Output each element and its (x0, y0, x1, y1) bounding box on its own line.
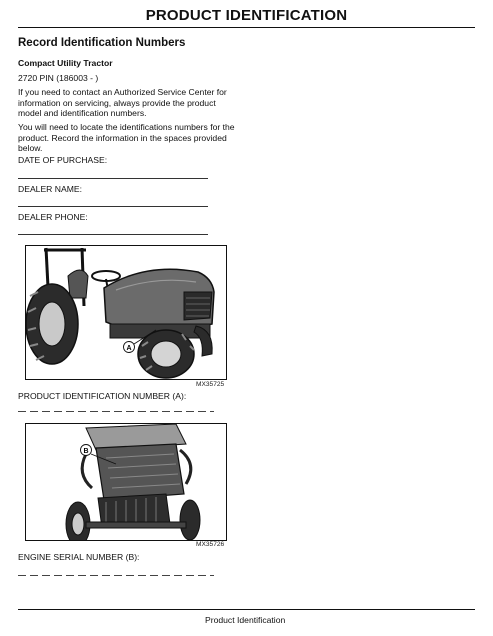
locate-paragraph: You will need to locate the identifications numbers for the product. Record the information in the spaces provided below. (18, 122, 235, 153)
dealer-name-label: DEALER NAME: (18, 184, 82, 194)
callout-b: B (83, 448, 89, 455)
page-title: PRODUCT IDENTIFICATION (145, 7, 348, 24)
engine-illustration-icon (26, 424, 227, 541)
engine-serial-label: ENGINE SERIAL NUMBER (B): (18, 552, 140, 562)
engine-image-id: MX35726 (196, 541, 225, 548)
model-line: 2720 PIN (186003 - ) (18, 73, 99, 83)
engine-figure (25, 423, 227, 541)
date-of-purchase-line[interactable] (18, 178, 208, 179)
dealer-phone-label: DEALER PHONE: (18, 212, 88, 222)
intro-paragraph: If you need to contact an Authorized Service Center for information on servicing, always provide the product model and identification numbers. (18, 87, 227, 118)
product-id-line[interactable] (18, 411, 214, 412)
dealer-phone-line[interactable] (18, 234, 208, 235)
tractor-image-id: MX35725 (196, 381, 225, 388)
date-of-purchase-label: DATE OF PURCHASE: (18, 155, 108, 165)
tractor-illustration-icon (26, 246, 227, 380)
engine-serial-line[interactable] (18, 575, 214, 576)
title-rule (18, 27, 475, 28)
tractor-figure (25, 245, 227, 380)
footer-rule (18, 609, 475, 610)
dealer-name-line[interactable] (18, 206, 208, 207)
section-heading: Record Identification Numbers (18, 37, 186, 49)
callout-a: A (126, 345, 132, 352)
sub-heading: Compact Utility Tractor (18, 58, 113, 68)
footer-label: Product Identification (205, 615, 286, 625)
product-id-label: PRODUCT IDENTIFICATION NUMBER (A): (18, 391, 187, 401)
